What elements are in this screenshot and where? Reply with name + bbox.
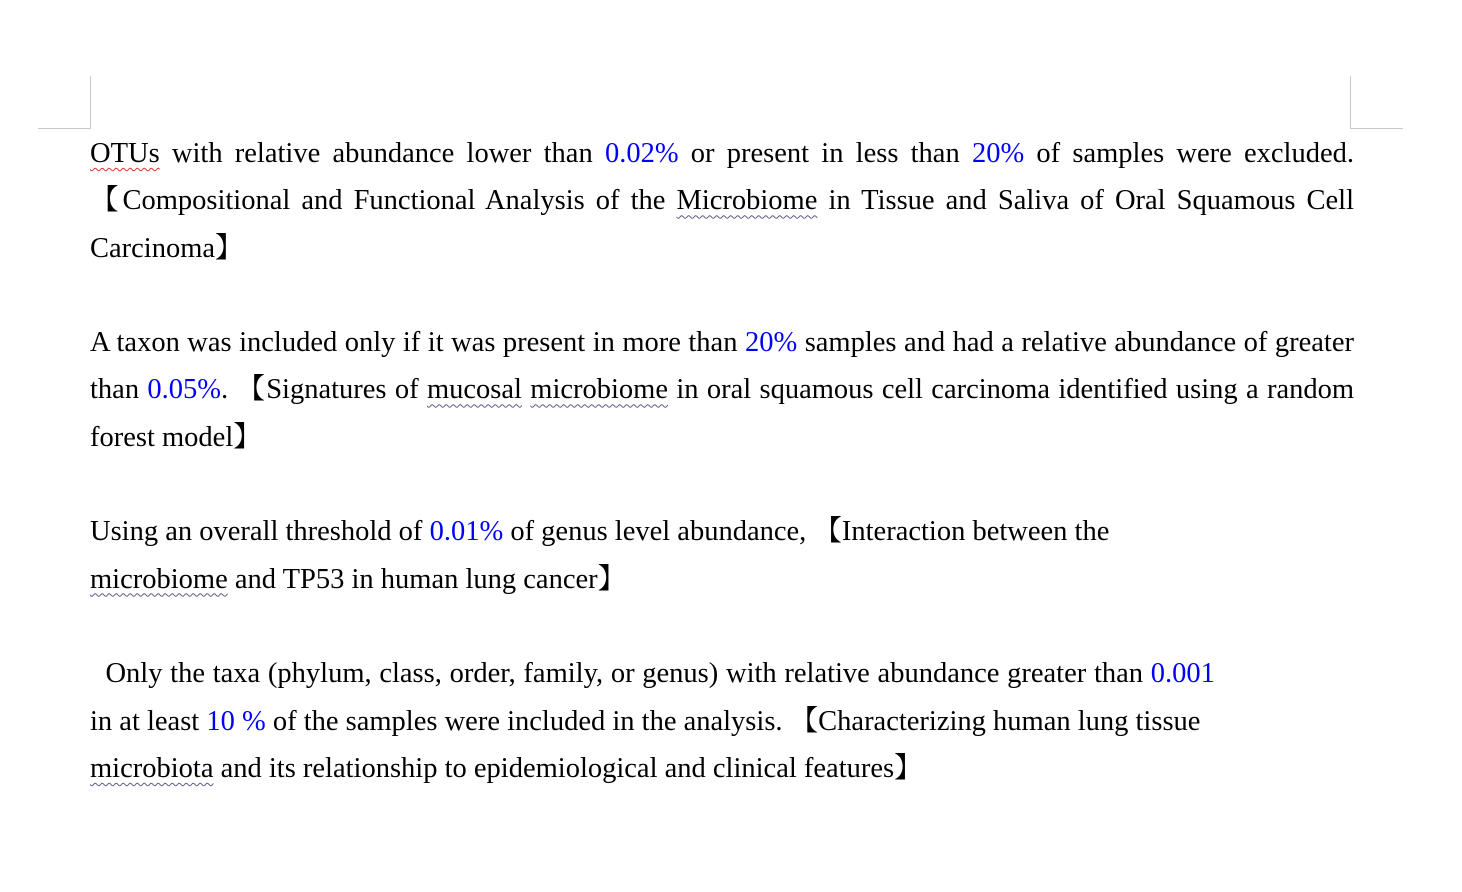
document-page[interactable]: [90, 130, 1354, 839]
citation-text: and TP53 in human lung cancer】: [227, 563, 627, 595]
highlighted-value: 0.05%: [147, 374, 222, 406]
highlighted-value: 0.01%: [429, 516, 504, 548]
text: of the samples were included in the analysis. 【Characterizing human lung tissue: [265, 705, 1201, 737]
flagged-word: microbiota: [90, 752, 214, 784]
text: in at least: [90, 705, 207, 737]
paragraph-4[interactable]: [90, 650, 1354, 792]
page-corner-mark-top-right: [1350, 76, 1403, 129]
text: A taxon was included only if it was present in more than: [90, 327, 745, 359]
highlighted-value: 0.001: [1150, 658, 1215, 690]
text: Using an overall threshold of: [90, 516, 430, 548]
highlighted-value: 10 %: [206, 705, 266, 737]
highlighted-value: 20%: [971, 138, 1025, 169]
line: [90, 698, 1354, 745]
flagged-word: mucosal: [426, 374, 522, 406]
text: . 【Signatures of: [221, 374, 427, 406]
line: [90, 556, 1354, 603]
line: [90, 650, 1354, 697]
citation-text: in Tissue and Saliva of Oral Squamous Cell Carcinoma】: [90, 185, 1354, 264]
paragraph-1[interactable]: [90, 130, 1354, 272]
flagged-word: Microbiome: [676, 185, 818, 217]
line: [90, 745, 1354, 792]
paragraph-3[interactable]: [90, 508, 1354, 603]
highlighted-value: 20%: [744, 327, 798, 359]
text: of genus level abundance, 【Interaction between the: [503, 516, 1110, 548]
citation-text: and its relationship to epidemiological and clinical features】: [213, 752, 923, 784]
paragraph-2[interactable]: [90, 319, 1354, 461]
text: samples and had a relative abundance of greater than: [90, 327, 1354, 406]
misspelled-word: OTUs: [90, 138, 160, 169]
citation-text: in oral squamous cell carcinoma identified using a random forest model】: [90, 374, 1355, 453]
text: or present in less than: [678, 138, 972, 169]
text: of samples were excluded. 【Compositional and Functional Analysis of the: [90, 138, 1355, 217]
line: [90, 508, 1354, 555]
page-corner-mark-top-left: [38, 76, 91, 129]
highlighted-value: 0.02%: [604, 138, 679, 169]
flagged-word: microbiome: [90, 563, 228, 595]
flagged-word: microbiome: [530, 374, 668, 406]
text: Only the taxa (phylum, class, order, family, or genus) with relative abundance greater than: [90, 658, 1151, 690]
text: with relative abundance lower than: [159, 138, 605, 169]
